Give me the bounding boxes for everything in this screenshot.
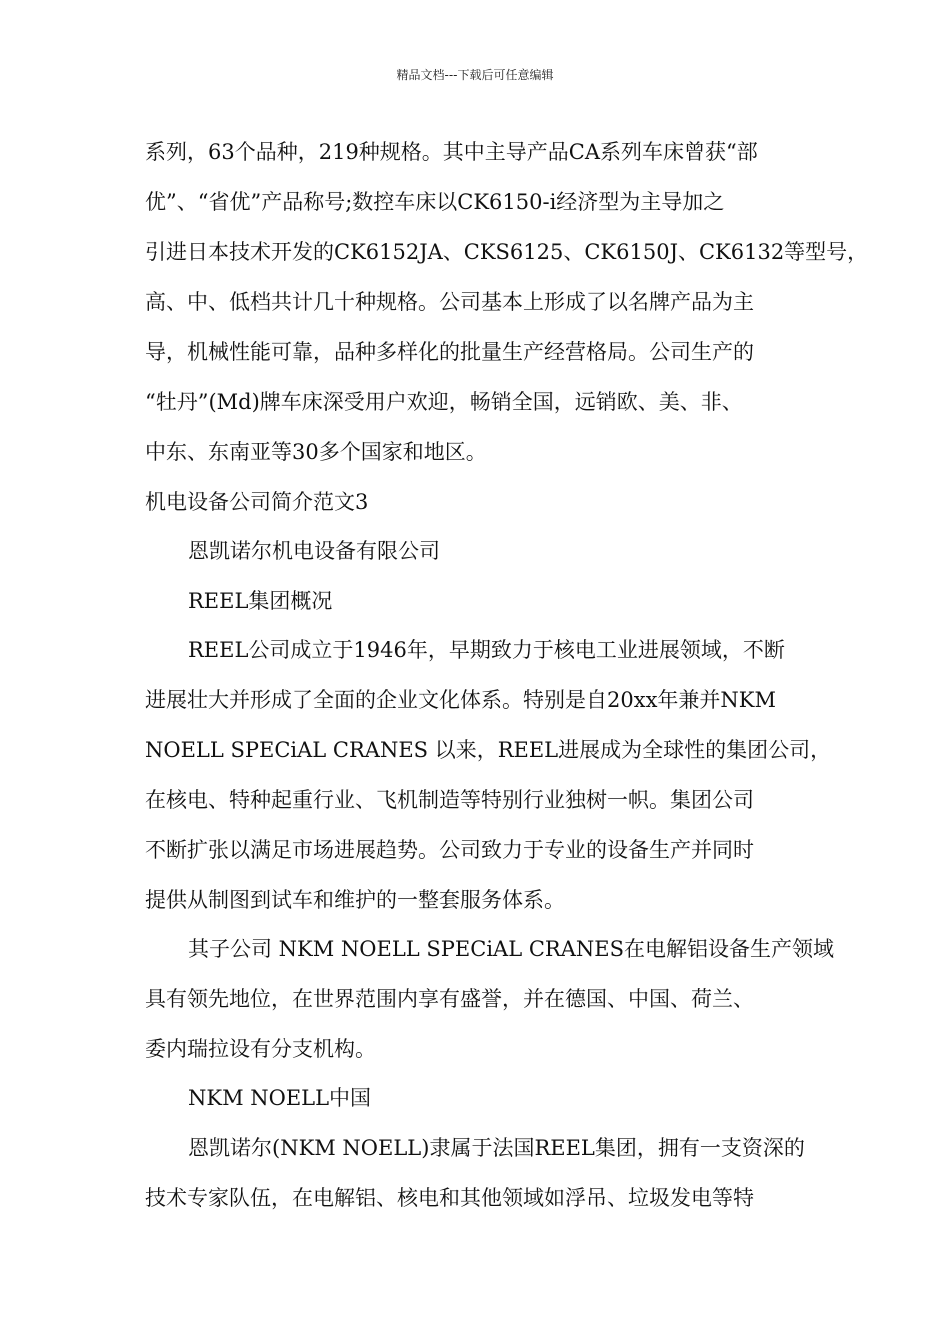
body-line: 委内瑞拉设有分支机构。 bbox=[145, 1037, 376, 1061]
body-line: 高、中、低档共计几十种规格。公司基本上形成了以名牌产品为主 bbox=[145, 290, 754, 314]
body-line: 优”、“省优”产品称号;数控车床以CK6150-i经济型为主导加之 bbox=[145, 190, 725, 214]
body-line: 恩凯诺尔(NKM NOELL)隶属于法国REEL集团，拥有一支资深的 bbox=[188, 1136, 805, 1160]
body-line: 其子公司 NKM NOELL SPECiAL CRANES在电解铝设备生产领域 bbox=[188, 937, 834, 961]
page-header: 精品文档---下载后可任意编辑 bbox=[396, 68, 554, 82]
body-line: NOELL SPECiAL CRANES 以来，REEL进展成为全球性的集团公司， bbox=[145, 738, 832, 762]
body-line: 系列，63个品种，219种规格。其中主导产品CA系列车床曾获“部 bbox=[145, 140, 758, 164]
body-line: 中东、东南亚等30多个国家和地区。 bbox=[145, 440, 487, 464]
body-line: 具有领先地位，在世界范围内享有盛誉，并在德国、中国、荷兰、 bbox=[145, 987, 754, 1011]
section-heading: 机电设备公司简介范文3 bbox=[145, 490, 369, 514]
body-line: 不断扩张以满足市场进展趋势。公司致力于专业的设备生产并同时 bbox=[145, 838, 754, 862]
body-line: 引进日本技术开发的CK6152JA、CKS6125、CK6150J、CK6132等型号， bbox=[145, 240, 869, 264]
subsection-heading: REEL集团概况 bbox=[188, 589, 333, 613]
body-line: 进展壮大并形成了全面的企业文化体系。特别是自20xx年兼并NKM bbox=[145, 688, 776, 712]
body-line: 导，机械性能可靠，品种多样化的批量生产经营格局。公司生产的 bbox=[145, 340, 754, 364]
subsection-heading: NKM NOELL中国 bbox=[188, 1086, 372, 1110]
body-line: 技术专家队伍，在电解铝、核电和其他领域如浮吊、垃圾发电等特 bbox=[145, 1186, 754, 1210]
company-name: 恩凯诺尔机电设备有限公司 bbox=[188, 539, 440, 563]
body-line: “牡丹”(Md)牌车床深受用户欢迎，畅销全国，远销欧、美、非、 bbox=[145, 390, 743, 414]
body-line: 在核电、特种起重行业、飞机制造等特别行业独树一帜。集团公司 bbox=[145, 788, 754, 812]
body-line: 提供从制图到试车和维护的一整套服务体系。 bbox=[145, 888, 565, 912]
body-line: REEL公司成立于1946年，早期致力于核电工业进展领域，不断 bbox=[188, 638, 785, 662]
